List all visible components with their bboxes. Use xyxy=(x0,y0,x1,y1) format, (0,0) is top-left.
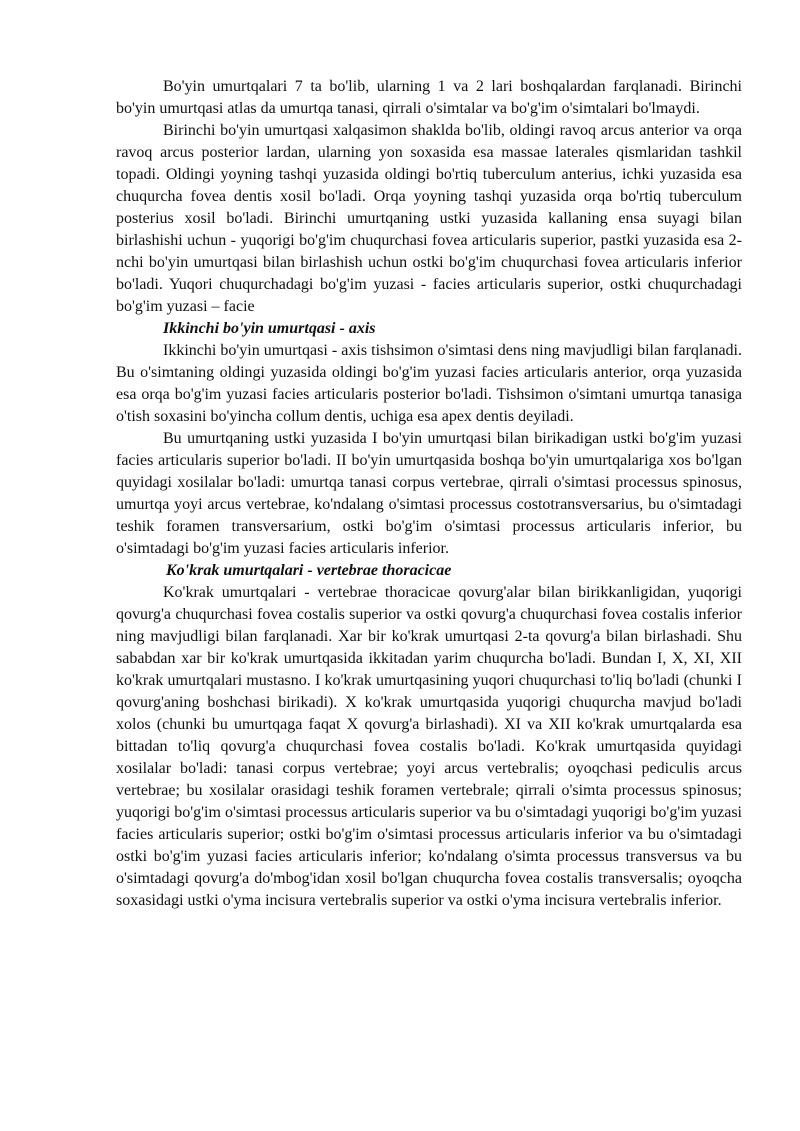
document-page xyxy=(116,76,742,912)
paragraph-atlas-description: Birinchi bo'yin umurtqasi xalqasimon shaklda bo'lib, oldingi ravoq arcus anterior va orqa ravoq arcus posterior lardan, ularning yon soxasida esa massae laterales qismlaridan tashkil topadi. Oldingi yoyning tashqi yuzasida oldingi bo'rtiq tuberculum anterius, ichki yuzasida esa chuqurcha fovea dentis xosil bo'ladi. Orqa yoyning tashqi yuzasida orqa bo'rtiq tuberculum posterius xosil bo'ladi. Birinchi umurtqaning ustki yuzasida kallaning ensa suyagi bilan birlashishi uchun - yuqorigi bo'g'im chuqurchasi fovea articularis superior, pastki yuzasida esa 2-nchi bo'yin umurtqasi bilan birlashish uchun ostki bo'g'im chuqurchasi fovea articularis inferior bo'ladi. Yuqori chuqurchadagi bo'g'im yuzasi - facies articularis superior, ostki chuqurchadagi bo'g'im yuzasi – facie xyxy=(116,122,742,315)
paragraph-axis-structures: Bu umurtqaning ustki yuzasida I bo'yin umurtqasi bilan birikadigan ustki bo'g'im yuzasi facies articularis superior bo'ladi. II bo'yin umurtqasida boshqa bo'yin umurtqalariga xos bo'lgan quyidagi xosilalar bo'ladi: umurtqa tanasi corpus vertebrae, qirrali o'simtasi processus spinosus, umurtqa yoyi arcus vertebrae, ko'ndalang o'simtasi processus costotransversarius, bu o'simtadagi teshik foramen transversarium, ostki bo'g'im o'simtasi processus articularis inferior, bu o'simtadagi bo'g'im yuzasi facies articularis inferior. xyxy=(116,430,742,557)
section-heading-axis: Ikkinchi bo'yin umurtqasi - axis xyxy=(163,320,376,337)
paragraph-axis-description: Ikkinchi bo'yin umurtqasi - axis tishsimon o'simtasi dens ning mavjudligi bilan farqlanadi. Bu o'simtaning oldingi yuzasida oldingi bo'g'im yuzasi facies articularis anterior, orqa yuzasida esa orqa bo'g'im yuzasi facies articularis posterior bo'ladi. Tishsimon o'simtani umurtqa tanasiga o'tish soxasini bo'yincha collum dentis, uchiga esa apex dentis deyiladi. xyxy=(116,342,742,425)
paragraph-cervical-overview: Bo'yin umurtqalari 7 ta bo'lib, ularning 1 va 2 lari boshqalardan farqlanadi. Birinchi bo'yin umurtqasi atlas da umurtqa tanasi, qirrali o'simtalar va bo'g'im o'simtalari bo'lmaydi. xyxy=(116,78,742,117)
section-heading-thoracic: Ko'krak umurtqalari - vertebrae thoracicae xyxy=(166,562,452,579)
paragraph-thoracic-description: Ko'krak umurtqalari - vertebrae thoracicae qovurg'alar bilan birikkanligidan, yuqorigi qovurg'a chuqurchasi fovea costalis superior va ostki qovurg'a chuqurchasi fovea costalis inferior ning mavjudligi bilan farqlanadi. Xar bir ko'krak umurtqasi 2-ta qovurg'a bilan birlashadi. Shu sababdan xar bir ko'krak umurtqasida ikkitadan yarim chuqurcha bo'ladi. Bundan I, X, XI, XII ko'krak umurtqalari mustasno. I ko'krak umurtqasining yuqori chuqurchasi to'liq bo'ladi (chunki I qovurg'aning boshchasi birikadi). X ko'krak umurtqasida yuqorigi chuqurcha mavjud bo'ladi xolos (chunki bu umurtqaga faqat X qovurg'a birlashadi). XI va XII ko'krak umurtqalarda esa bittadan to'liq qovurg'a chuqurchasi fovea costalis bo'ladi. Ko'krak umurtqasida quyidagi xosilalar bo'ladi: tanasi corpus vertebrae; yoyi arcus vertebralis; oyoqchasi pediculis arcus vertebrae; bu xosilalar orasidagi teshik foramen vertebrale; qirrali o'simta processus spinosus; yuqorigi bo'g'im o'simtasi processus articularis superior va bu o'simtadagi yuqorigi bo'g'im yuzasi facies articularis superior; ostki bo'g'im o'simtasi processus articularis inferior va bu o'simtadagi ostki bo'g'im yuzasi facies articularis inferior; ko'ndalang o'simta processus transversus va bu o'simtadagi qovurg'a do'mbog'idan xosil bo'lgan chuqurcha fovea costalis transversalis; oyoqcha soxasidagi ustki o'yma incisura vertebralis superior va ostki o'yma incisura vertebralis inferior. xyxy=(116,584,742,909)
